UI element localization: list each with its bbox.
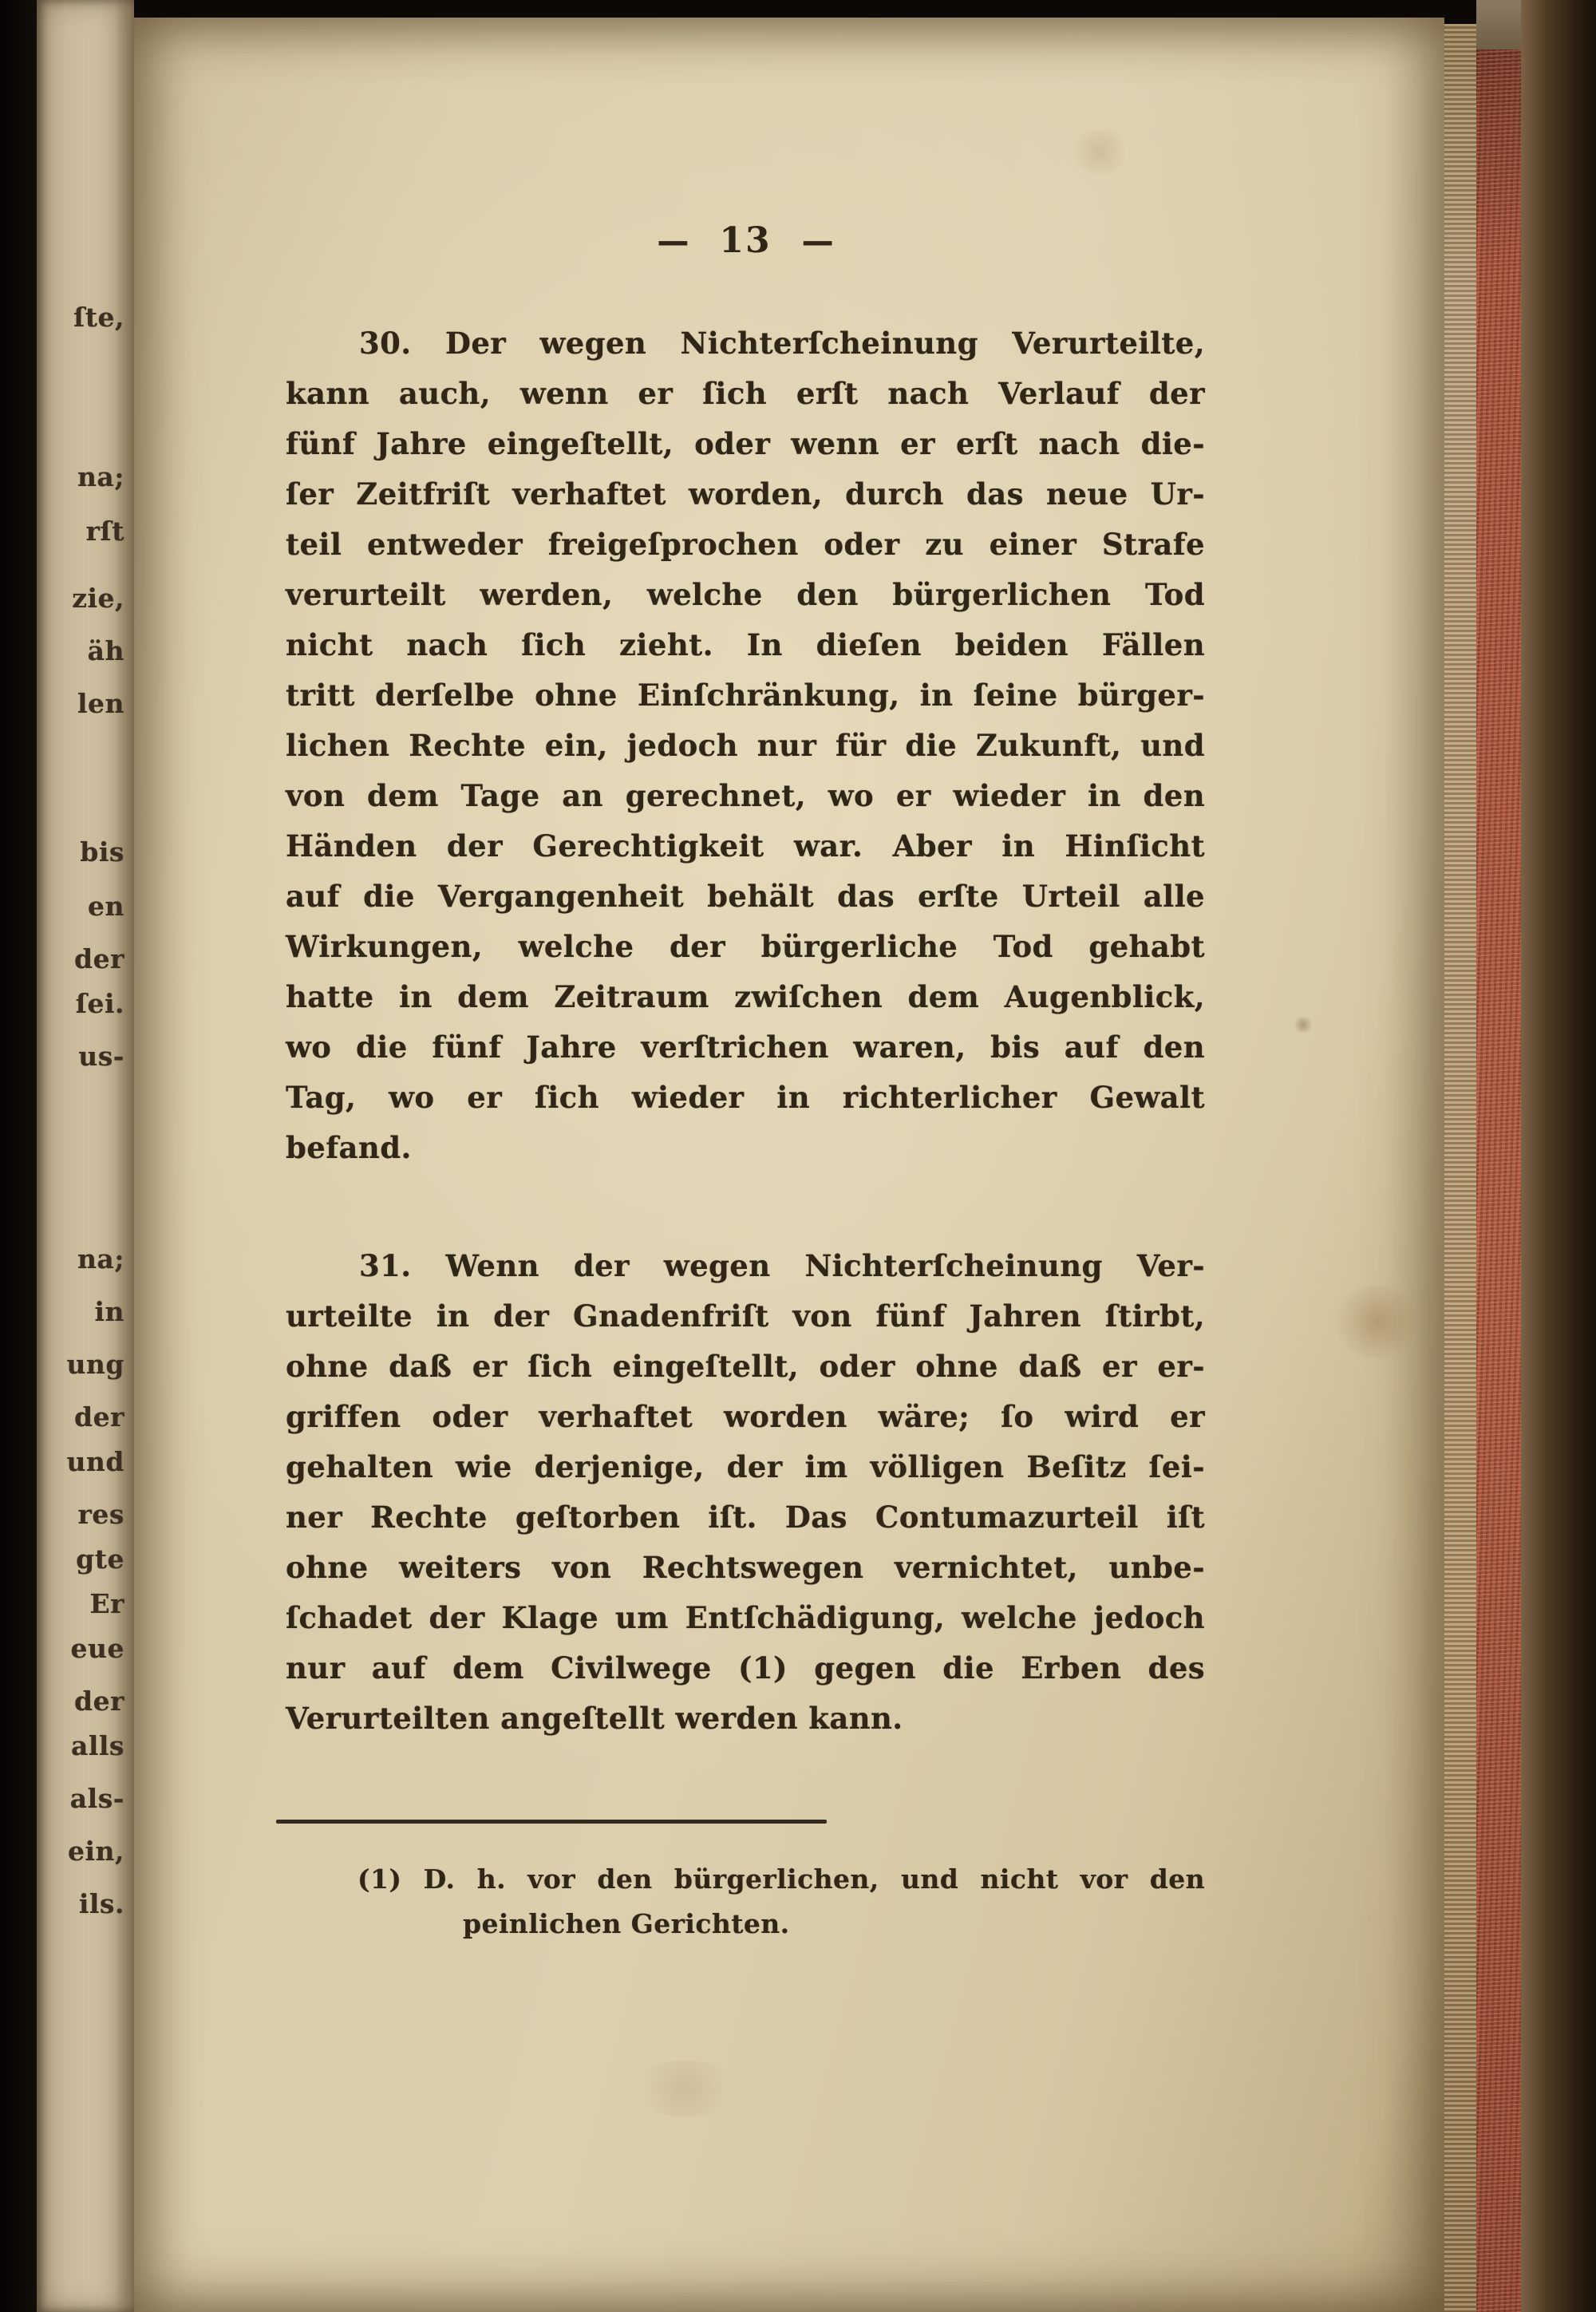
text-line: befand. [286, 1130, 412, 1165]
text-line: wo die fünf Jahre verſtrichen waren, bis auf den [286, 1030, 1205, 1065]
footnote-line: (1) D. h. vor den bürgerlichen, und nicht vor den [358, 1863, 1205, 1895]
text-line: fünf Jahre eingeſtellt, oder wenn er erſt nach die- [286, 426, 1205, 461]
previous-page-edge [37, 0, 134, 2312]
margin-fragment: na; [77, 1243, 124, 1275]
paragraph-30 [286, 318, 1205, 1173]
text-line: Händen der Gerechtigkeit war. Aber in Hinſicht [286, 828, 1205, 864]
margin-fragment: der [74, 1686, 124, 1717]
margin-fragment: rſt [85, 516, 124, 547]
paragraph-31 [286, 1241, 1205, 1744]
page-header [286, 221, 1205, 261]
book-page [134, 18, 1444, 2312]
margin-fragment: len [77, 688, 124, 719]
margin-fragment: und [66, 1446, 124, 1477]
text-line: Wirkungen, welche der bürgerliche Tod gehabt [286, 929, 1205, 964]
margin-fragment: gte [76, 1543, 124, 1575]
margin-fragment: ſei. [75, 988, 124, 1019]
paper-stain [629, 2061, 741, 2116]
page-block-red-fore-edge [1476, 48, 1521, 2312]
margin-fragment: res [77, 1499, 124, 1530]
text-line: kann auch, wenn er ſich erſt nach Verlauf der [286, 376, 1205, 411]
text-line: teil entweder freigeſprochen oder zu einer Strafe [286, 527, 1205, 562]
text-line: nicht nach ſich zieht. In dieſen beiden Fällen [286, 627, 1205, 662]
text-line: ſchadet der Klage um Entſchädigung, welche jedoch [286, 1600, 1205, 1635]
text-line: tritt derſelbe ohne Einſchränkung, in ſeine bürger- [286, 678, 1205, 713]
text-line: ohne weiters von Rechtswegen vernichtet, unbe- [286, 1550, 1205, 1585]
scan-background-strip [0, 0, 37, 2312]
margin-fragment: ils. [78, 1888, 124, 1919]
text-line: von dem Tage an gerechnet, wo er wieder in den [286, 778, 1205, 813]
margin-fragment: alls [70, 1730, 124, 1761]
margin-fragment: ung [66, 1349, 124, 1380]
text-line: ohne daß er ſich eingeſtellt, oder ohne daß er er- [286, 1349, 1205, 1384]
margin-fragment: als- [69, 1783, 124, 1814]
margin-fragment: bis [80, 836, 124, 867]
text-line: 30. Der wegen Nichterſcheinung Verurteilte, [359, 326, 1205, 361]
footnote-rule [276, 1820, 827, 1824]
paper-stain [1329, 1285, 1424, 1358]
book-headband [1476, 0, 1521, 49]
text-line: 31. Wenn der wegen Nichterſcheinung Ver- [359, 1248, 1205, 1283]
margin-fragment: der [74, 943, 124, 974]
text-line: Tag, wo er ſich wieder in richterlicher Gewalt [286, 1080, 1205, 1115]
paper-stain [1068, 129, 1132, 174]
margin-fragment: zie, [72, 583, 124, 614]
margin-fragment: ein, [67, 1836, 124, 1867]
text-line: griffen oder verhaftet worden wäre; ſo wird er [286, 1399, 1205, 1434]
page-content [286, 221, 1205, 1946]
margin-fragment: eue [70, 1633, 124, 1664]
text-line: ſer Zeitfriſt verhaftet worden, durch das neue Ur- [286, 476, 1205, 512]
text-line: lichen Rechte ein, jedoch nur für die Zukunft, und [286, 728, 1205, 763]
page-block-edge [1444, 24, 1476, 2312]
paper-stain [1293, 1017, 1314, 1033]
text-line: gehalten wie derjenige, der im völligen Beſitz ſei- [286, 1449, 1205, 1484]
text-line: Verurteilten angeſtellt werden kann. [286, 1701, 903, 1736]
margin-fragment: na; [77, 461, 124, 492]
text-line: hatte in dem Zeitraum zwiſchen dem Augenblick, [286, 979, 1205, 1014]
margin-fragment: Er [89, 1588, 124, 1619]
margin-fragment: us- [78, 1041, 124, 1072]
text-line: urteilte in der Gnadenfriſt von fünf Jahren ſtirbt, [286, 1298, 1205, 1334]
text-line: auf die Vergangenheit behält das erſte Urteil alle [286, 879, 1205, 914]
text-line: verurteilt werden, welche den bürgerlichen Tod [286, 577, 1205, 612]
footnote-line: peinlichen Gerichten. [463, 1908, 790, 1939]
header-dash-right: — [801, 219, 834, 263]
margin-fragment: der [74, 1401, 124, 1433]
margin-fragment: en [88, 891, 124, 922]
margin-fragment: äh [87, 635, 124, 666]
page-number: 13 [719, 220, 772, 261]
text-line: ner Rechte geſtorben iſt. Das Contumazurteil iſt [286, 1500, 1205, 1535]
text-line: nur auf dem Civilwege (1) gegen die Erben des [286, 1650, 1205, 1686]
margin-fragment: ſte, [73, 302, 124, 333]
footnote [286, 1857, 1205, 1946]
book-cover [1521, 0, 1596, 2312]
header-dash-left: — [657, 219, 689, 263]
margin-fragment: in [94, 1296, 124, 1327]
